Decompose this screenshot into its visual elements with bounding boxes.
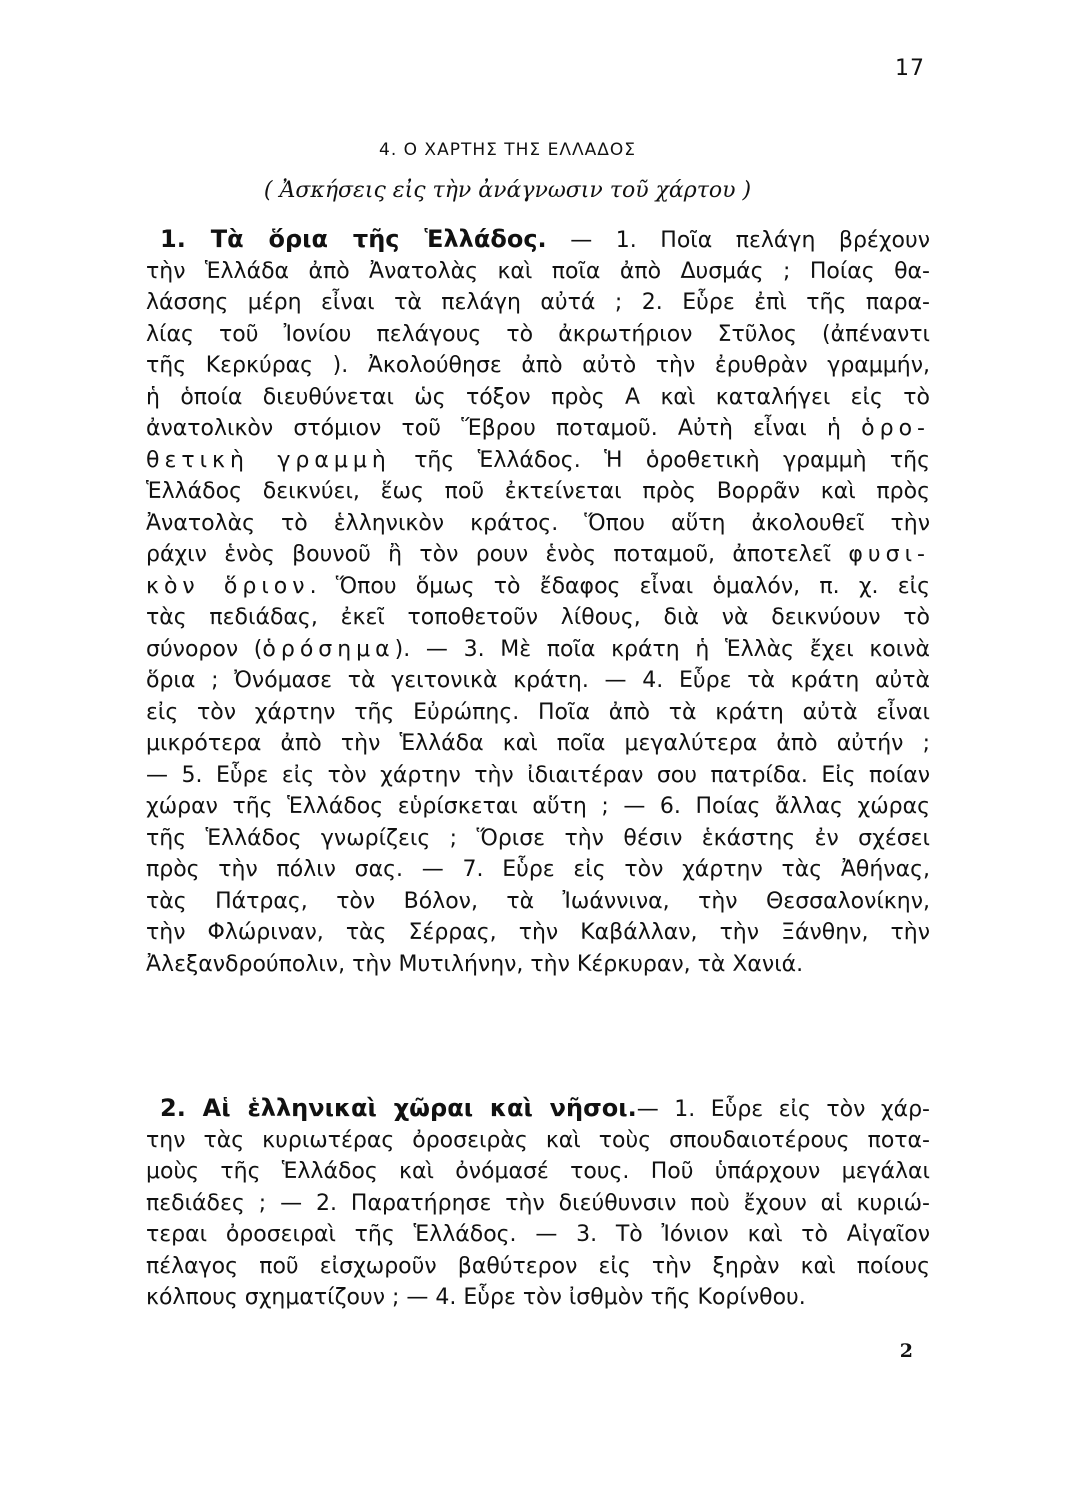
text-line: Ἀλεξανδρούπολιν, τὴν Μυτιλήνην, τὴν Κέρκυραν, τὰ Χανιά. (146, 951, 804, 977)
text-line: πέλαγος ποῦ εἰσχωροῦν βαθύτερον εἰς τὴν ξηρὰν καὶ ποίους (146, 1253, 930, 1279)
text-line: ἀνατολικὸν στόμιον τοῦ Ἕβρου ποταμοῦ. Αὐτὴ εἶναι ἡ ὁρο- (146, 416, 930, 441)
text-line: 2. Αἱ ἑλληνικαὶ χῶραι καὶ νῆσοι.— 1. Εὗρε εἰς τὸν χάρ- (160, 1094, 930, 1122)
text-line: ἡ ὁποία διευθύνεται ὡς τόξον πρὸς Α καὶ καταλήγει εἰς τὸ (146, 384, 930, 410)
chapter-subtitle: ( Ἀσκήσεις εἰς τὴν ἀνάγνωσιν τοῦ χάρτου ) (263, 178, 752, 203)
text-line: εἰς τὸν χάρτην τῆς Εὐρώπης. Ποῖα ἀπὸ τὰ κράτη αὐτὰ εἶναι (146, 699, 930, 725)
text-line: τεραι ὀροσειραὶ τῆς Ἑλλάδος. — 3. Τὸ Ἰόνιον καὶ τὸ Αἰγαῖον (146, 1222, 930, 1247)
text-line: χώραν τῆς Ἑλλάδος εὑρίσκεται αὕτη ; — 6. Ποίας ἄλλας χώρας (146, 794, 930, 819)
text-line: ὅρια ; Ὀνόμασε τὰ γειτονικὰ κράτη. — 4. Εὗρε τὰ κράτη αὐτὰ (146, 668, 930, 693)
text-line: τῆς Ἑλλάδος γνωρίζεις ; Ὅρισε τὴν θέσιν ἑκάστης ἐν σχέσει (146, 825, 930, 851)
signature-mark: 2 (899, 1340, 913, 1362)
text-line: 1. Τὰ ὅρια τῆς Ἑλλάδος. — 1. Ποῖα πελάγη βρέχουν (160, 225, 930, 253)
text-line: Ἑλλάδος δεικνύει, ἕως ποῦ ἐκτείνεται πρὸς Βορρᾶν καὶ πρὸς (146, 479, 930, 504)
text-line: μοὺς τῆς Ἑλλάδος καὶ ὀνόμασέ τους. Ποῦ ὑπάρχουν μεγάλαι (146, 1159, 930, 1184)
text-line: λάσσης μέρη εἶναι τὰ πελάγη αὐτά ; 2. Εὗρε ἐπὶ τῆς παρα- (146, 290, 930, 315)
text-line: πεδιάδες ; — 2. Παρατήρησε τὴν διεύθυνσιν ποὺ ἔχουν αἱ κυριώ- (146, 1190, 930, 1216)
text-line: τὴν Ἑλλάδα ἀπὸ Ἀνατολὰς καὶ ποῖα ἀπὸ Δυσμάς ; Ποίας θα- (146, 258, 930, 284)
spaced-term: ὁρόσημα (262, 636, 395, 662)
chapter-title: 4. Ο ΧΑΡΤΗΣ ΤΗΣ ΕΛΛΑΔΟΣ (379, 140, 636, 160)
text-line: τὰς πεδιάδας, ἐκεῖ τοποθετοῦν λίθους, διὰ νὰ δεικνύουν τὸ (146, 605, 930, 630)
text-line: τὰς Πάτρας, τὸν Βόλον, τὰ Ἰωάννινα, τὴν Θεσσαλονίκην, (146, 888, 930, 914)
spaced-term: θετικὴ γραμμὴ (146, 447, 391, 473)
text-line: — 5. Εὗρε εἰς τὸν χάρτην τὴν ἰδιαιτέραν σου πατρίδα. Εἰς ποίαν (146, 762, 930, 788)
section-lands-islands (146, 1093, 930, 1314)
text-line: τὴν Φλώριναν, τὰς Σέρρας, τὴν Καβάλλαν, τὴν Ξάνθην, τὴν (146, 920, 930, 945)
text-line: ράχιν ἑνὸς βουνοῦ ἢ τὸν ρουν ἑνὸς ποταμοῦ, ἀποτελεῖ φυσι- (146, 542, 930, 567)
text-line: πρὸς τὴν πόλιν σας. — 7. Εὗρε εἰς τὸν χάρτην τὰς Ἀθήνας, (146, 857, 930, 882)
spaced-term: φυσι- (848, 542, 930, 567)
text-line: τῆς Κερκύρας ). Ἀκολούθησε ἀπὸ αὐτὸ τὴν ἐρυθρὰν γραμμήν, (146, 353, 930, 378)
text-line: σύνορον (ὁρόσημα). — 3. Μὲ ποῖα κράτη ἡ Ἑλλὰς ἔχει κοινὰ (146, 636, 930, 662)
text-line: την τὰς κυριωτέρας ὀροσειρὰς καὶ τοὺς σπουδαιοτέρους ποτα- (146, 1127, 930, 1153)
section-heading: 2. Αἱ ἑλληνικαὶ χῶραι καὶ νῆσοι. (160, 1094, 637, 1122)
text-line: Ἀνατολὰς τὸ ἑλληνικὸν κράτος. Ὅπου αὕτη ἀκολουθεῖ τὴν (146, 510, 930, 536)
text-line: θετικὴ γραμμὴ τῆς Ἑλλάδος. Ἡ ὁροθετικὴ γραμμὴ τῆς (146, 447, 930, 473)
text-line: κὸν ὅριον. Ὅπου ὅμως τὸ ἔδαφος εἶναι ὁμαλόν, π. χ. εἰς (146, 573, 930, 599)
section-heading: 1. Τὰ ὅρια τῆς Ἑλλάδος. (160, 225, 547, 253)
text-line: μικρότερα ἀπὸ τὴν Ἑλλάδα καὶ ποῖα μεγαλύτερα ἀπὸ αὐτήν ; (146, 731, 930, 756)
text-line: λίας τοῦ Ἰονίου πελάγους τὸ ἀκρωτήριον Στῦλος (ἀπέναντι (146, 321, 930, 347)
spaced-term: κὸν ὅριον (146, 573, 310, 599)
text-line: κόλπους σχηματίζουν ; — 4. Εὗρε τὸν ἰσθμὸν τῆς Κορίνθου. (146, 1285, 806, 1310)
section-borders (146, 224, 930, 980)
page-number: 17 (895, 56, 925, 81)
spaced-term: ὁρο- (861, 416, 930, 441)
